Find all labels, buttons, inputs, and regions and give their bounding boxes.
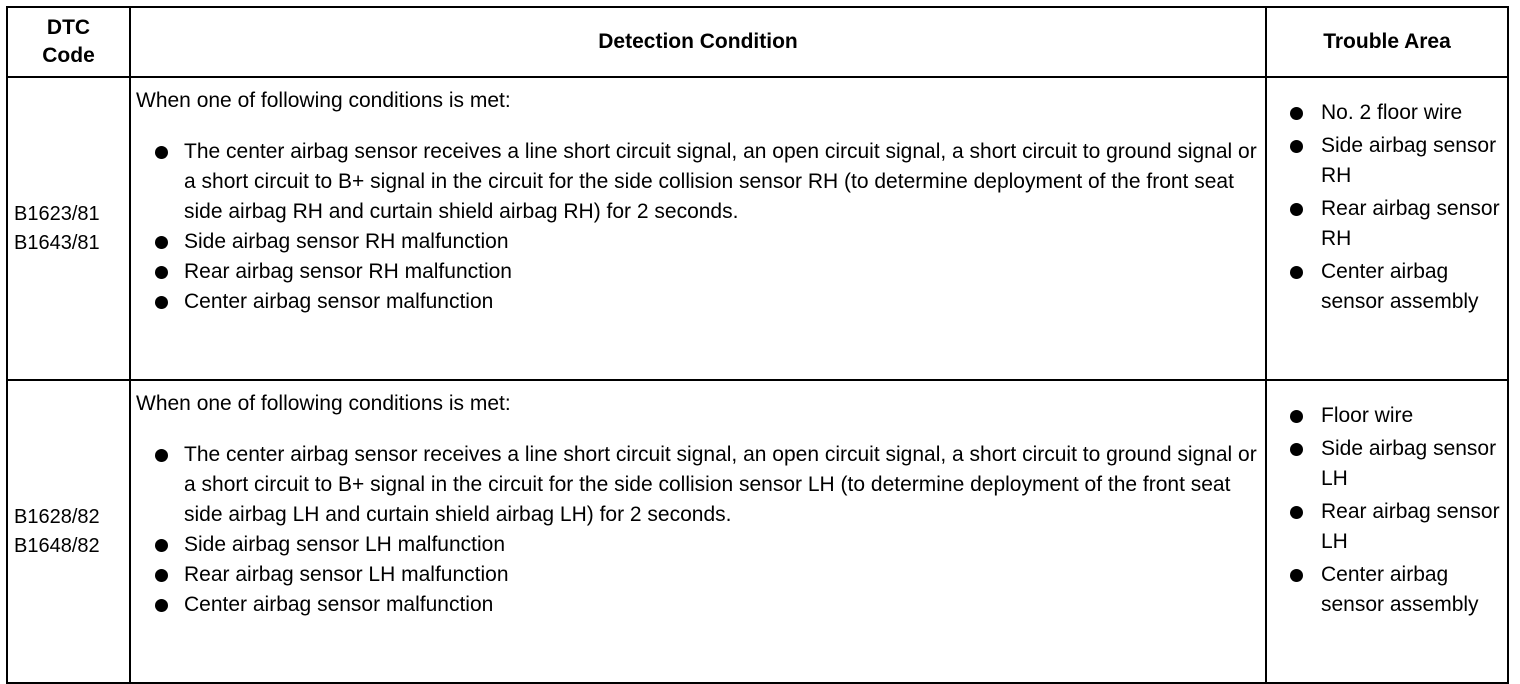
condition-intro: When one of following conditions is met:: [136, 392, 511, 415]
dtc-table: [6, 6, 1509, 684]
trouble-area-cell: [1266, 77, 1508, 380]
condition-list: [136, 137, 1261, 317]
trouble-area-item: Floor wire: [1273, 401, 1503, 431]
condition-item: Side airbag sensor RH malfunction: [136, 227, 1261, 257]
condition-item: The center airbag sensor receives a line short circuit signal, an open circuit signal, a short circuit to ground signal or a short circuit to B+ signal in the circuit for the side collision sensor LH (to determine deployment of the front seat side airbag LH and curtain shield airbag LH) for 2 seconds.: [136, 440, 1261, 530]
condition-item: Center airbag sensor malfunction: [136, 287, 1261, 317]
trouble-area-cell: [1266, 380, 1508, 683]
condition-item: The center airbag sensor receives a line short circuit signal, an open circuit signal, a short circuit to ground signal or a short circuit to B+ signal in the circuit for the side collision sensor RH (to determine deployment of the front seat side airbag RH and curtain shield airbag RH) for 2 seconds.: [136, 137, 1261, 227]
condition-intro: When one of following conditions is met:: [136, 89, 511, 112]
condition-item: Rear airbag sensor LH malfunction: [136, 560, 1261, 590]
header-trouble-area: Trouble Area: [1266, 7, 1508, 77]
detection-condition-cell: [130, 77, 1266, 380]
detection-condition-cell: [130, 380, 1266, 683]
header-dtc-code: [7, 7, 130, 77]
trouble-area-item: Rear airbag sensor LH: [1273, 497, 1503, 557]
header-dtc-code-line2: Code: [42, 44, 95, 67]
trouble-area-list: [1273, 401, 1503, 620]
condition-item: Center airbag sensor malfunction: [136, 590, 1261, 620]
table-row: [7, 77, 1508, 380]
header-dtc-code-line1: DTC: [46, 16, 91, 39]
trouble-area-item: No. 2 floor wire: [1273, 98, 1503, 128]
trouble-area-item: Side airbag sensor LH: [1273, 434, 1503, 494]
dtc-code-cell: [7, 77, 130, 380]
dtc-code-cell: [7, 380, 130, 683]
trouble-area-list: [1273, 98, 1503, 317]
trouble-area-item: Side airbag sensor RH: [1273, 131, 1503, 191]
condition-list: [136, 440, 1261, 620]
dtc-code: B1643/81: [14, 231, 100, 254]
condition-item: Rear airbag sensor RH malfunction: [136, 257, 1261, 287]
header-detection-condition: Detection Condition: [130, 7, 1266, 77]
condition-item: Side airbag sensor LH malfunction: [136, 530, 1261, 560]
trouble-area-item: Center airbag sensor assembly: [1273, 560, 1503, 620]
dtc-code: B1623/81: [14, 202, 100, 225]
table-row: [7, 380, 1508, 683]
trouble-area-item: Rear airbag sensor RH: [1273, 194, 1503, 254]
trouble-area-item: Center airbag sensor assembly: [1273, 257, 1503, 317]
header-row: [7, 7, 1508, 77]
dtc-code: B1628/82: [14, 505, 100, 528]
dtc-code: B1648/82: [14, 534, 100, 557]
